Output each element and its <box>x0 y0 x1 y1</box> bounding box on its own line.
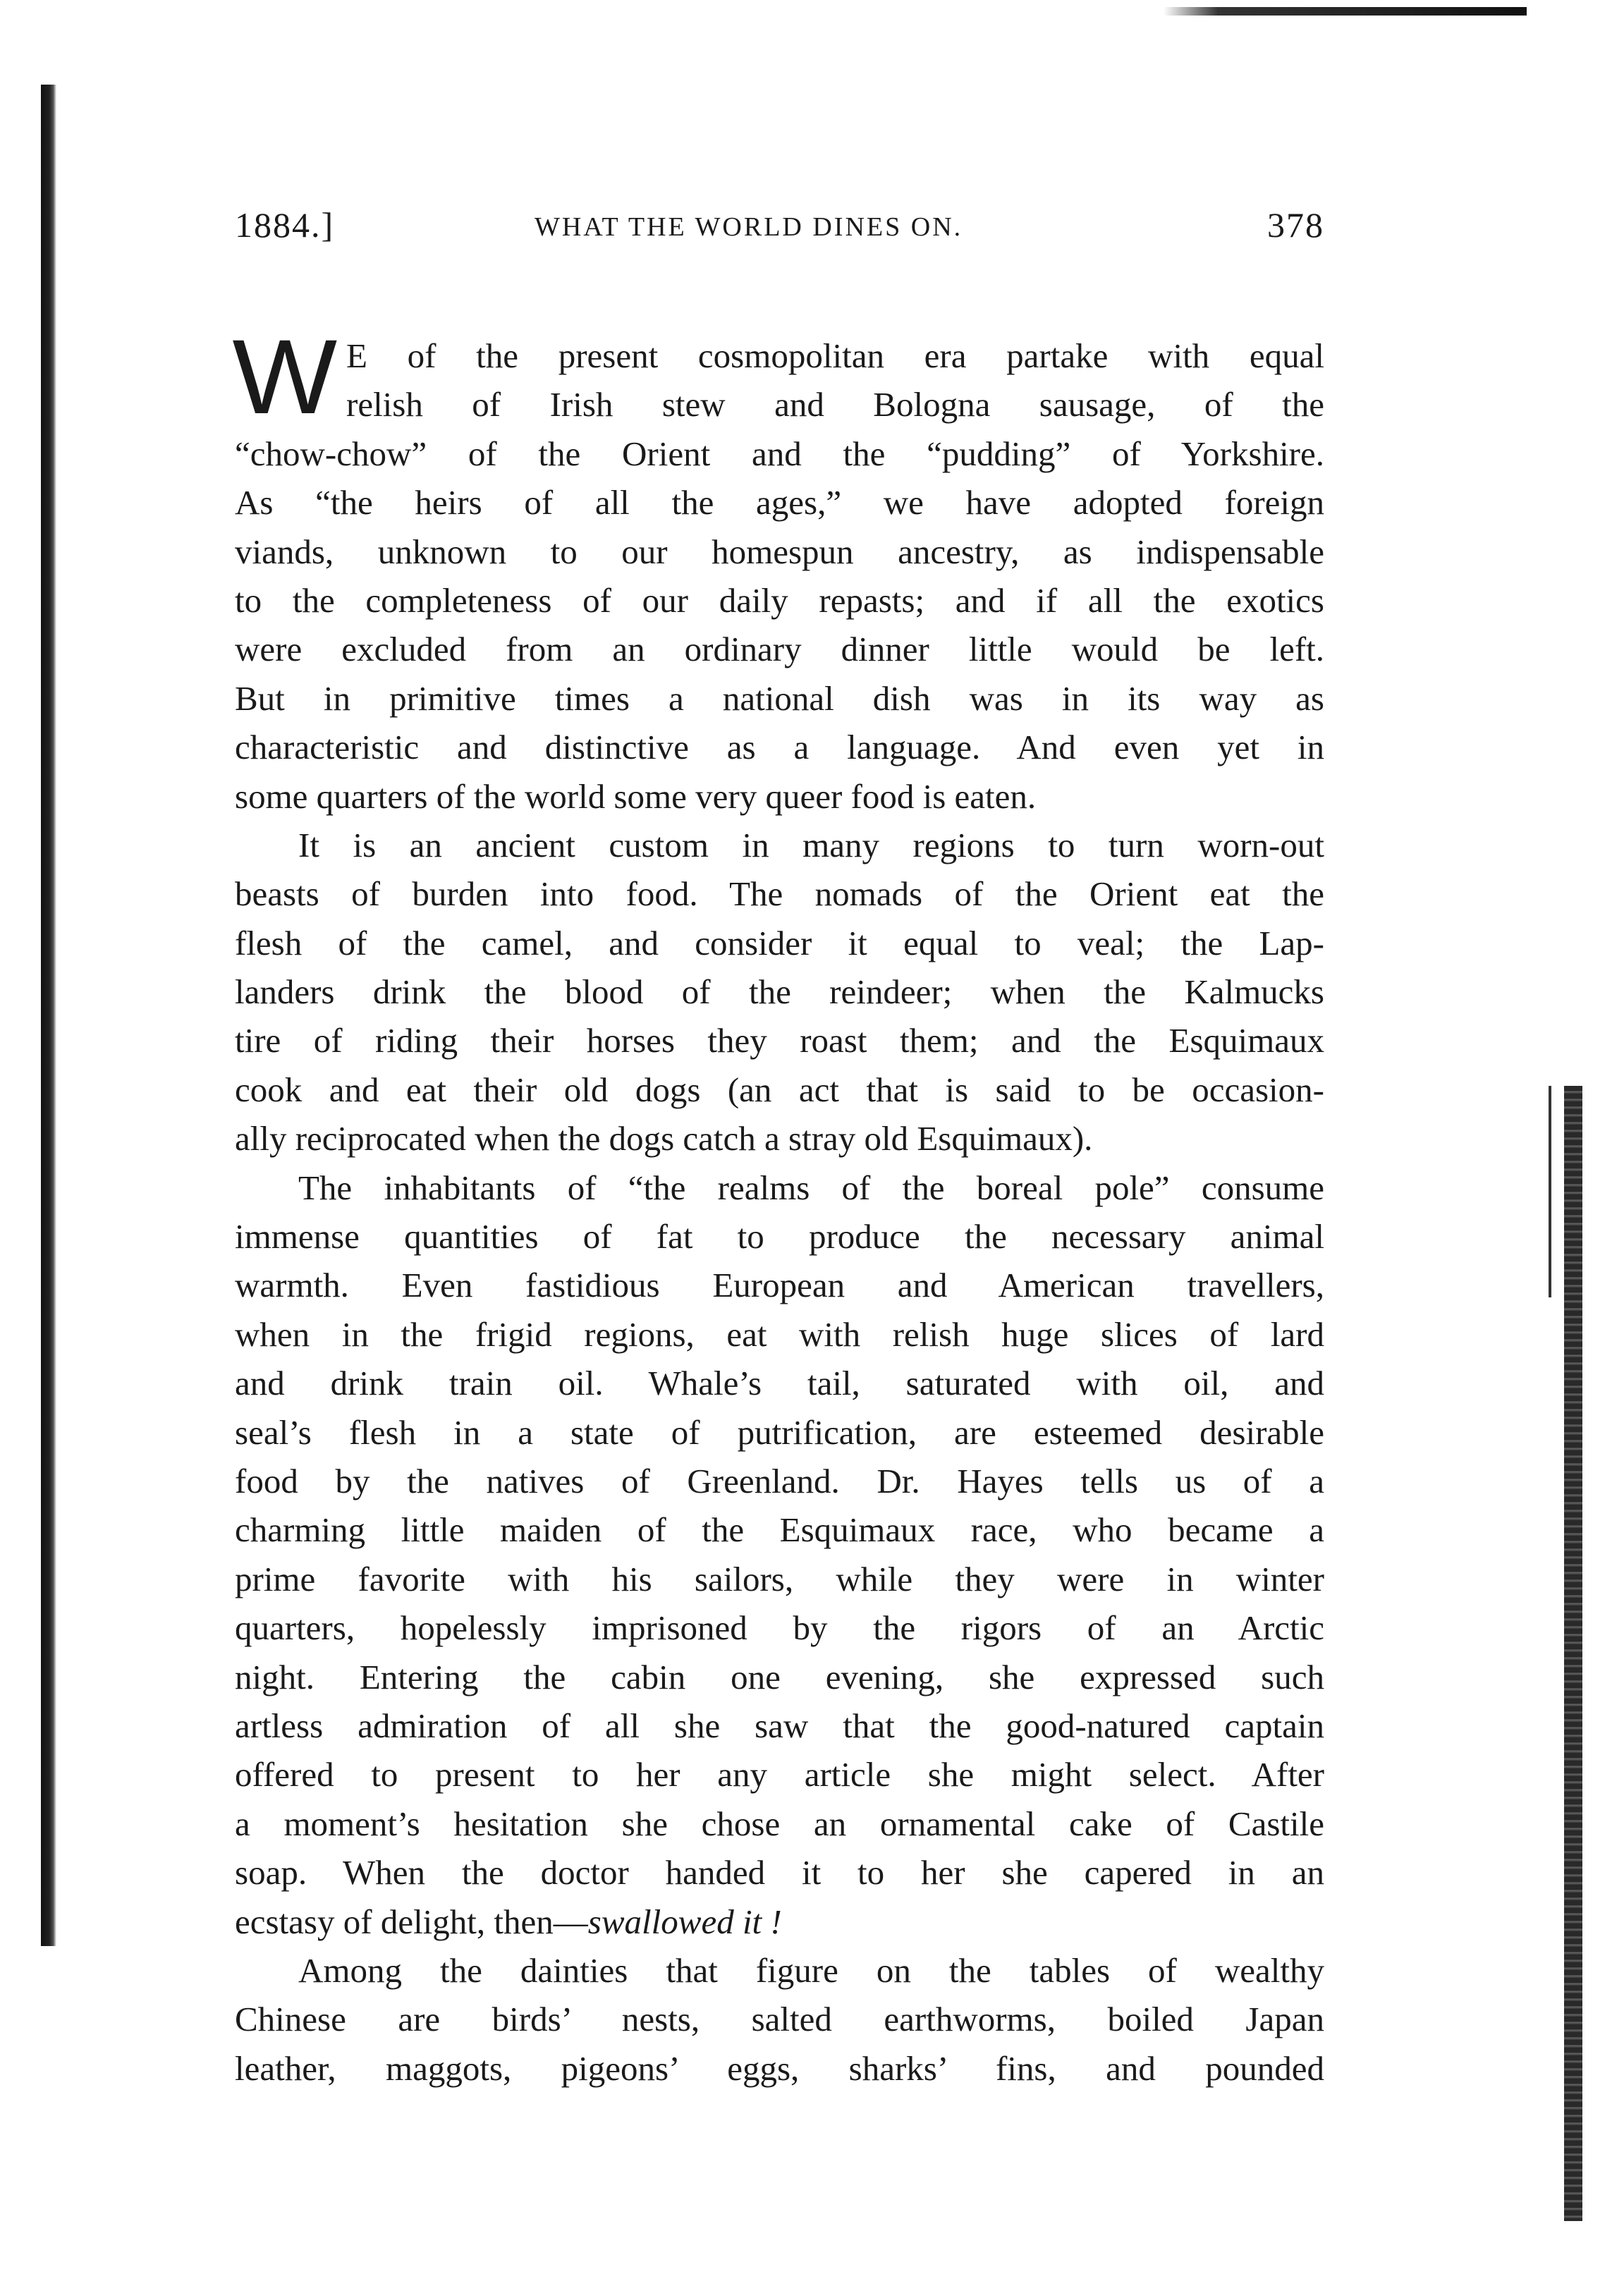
text-line: artless admiration of all she saw that the good-natured captain <box>235 1706 1324 1745</box>
text-line: relish of Irish stew and Bologna sausage, of the <box>346 385 1324 424</box>
page-number: 378 <box>1267 205 1324 245</box>
text-line: landers drink the blood of the reindeer; when the Kalmucks <box>235 972 1324 1012</box>
text-line: night. Entering the cabin one evening, she expressed such <box>235 1657 1324 1696</box>
text-line: It is an ancient custom in many regions to turn worn-out <box>298 825 1324 864</box>
text-line: E of the present cosmopolitan era partake with equal <box>346 336 1324 375</box>
paragraph-4 <box>235 1946 1324 2093</box>
text-line: tire of riding their horses they roast them; and the Esquimaux <box>235 1021 1324 1060</box>
text-line: “chow-chow” of the Orient and the “pudding” of Yorkshire. <box>235 434 1324 473</box>
text-line-start: ecstasy of delight, then— <box>235 1902 588 1941</box>
text-line: seal’s flesh in a state of putrification, are esteemed desirable <box>235 1412 1324 1452</box>
scan-binding-edge-right <box>1564 1086 1582 2221</box>
text-line-with-italic <box>235 1897 1324 1946</box>
text-line: when in the frigid regions, eat with relish huge slices of lard <box>235 1314 1324 1354</box>
paragraph-2 <box>235 821 1324 1163</box>
text-line: were excluded from an ordinary dinner little would be left. <box>235 630 1324 669</box>
text-line: ally reciprocated when the dogs catch a stray old Esquimaux). <box>235 1119 1093 1158</box>
text-line: cook and eat their old dogs (an act that is said to be occasion- <box>235 1070 1324 1109</box>
text-line: charming little maiden of the Esquimaux race, who became a <box>235 1510 1324 1550</box>
text-line: leather, maggots, pigeons’ eggs, sharks’ fins, and pounded <box>235 2048 1324 2088</box>
text-line: As “the heirs of all the ages,” we have adopted foreign <box>235 483 1324 522</box>
scan-binding-edge-left <box>41 85 56 1946</box>
paragraph-3 <box>235 1163 1324 1946</box>
text-line: immense quantities of fat to produce the necessary animal <box>235 1217 1324 1256</box>
text-line: some quarters of the world some very queer food is eaten. <box>235 776 1037 816</box>
running-head-year: 1884.] <box>235 205 335 245</box>
italic-emphasis: swallowed it ! <box>587 1902 782 1941</box>
scan-edge-right-thin <box>1549 1086 1551 1297</box>
text-line: warmth. Even fastidious European and American travellers, <box>235 1266 1324 1305</box>
running-head-title: WHAT THE WORLD DINES ON. <box>535 212 963 242</box>
text-line: The inhabitants of “the realms of the boreal pole” consume <box>298 1168 1324 1207</box>
text-line: and drink train oil. Whale’s tail, saturated with oil, and <box>235 1364 1324 1403</box>
article-body <box>232 317 1324 2093</box>
drop-cap: W <box>232 317 338 436</box>
text-line: a moment’s hesitation she chose an ornamental cake of Castile <box>235 1804 1324 1843</box>
text-line: soap. When the doctor handed it to her she capered in an <box>235 1853 1324 1892</box>
text-line: to the completeness of our daily repasts; and if all the exotics <box>235 580 1324 620</box>
text-line: flesh of the camel, and consider it equal to veal; the Lap- <box>235 923 1324 962</box>
text-line: quarters, hopelessly imprisoned by the rigors of an Arctic <box>235 1608 1324 1648</box>
text-line: food by the natives of Greenland. Dr. Hayes tells us of a <box>235 1461 1324 1500</box>
scan-edge-top <box>1164 7 1527 16</box>
text-line: viands, unknown to our homespun ancestry, as indispensable <box>235 532 1324 571</box>
paragraph-1 <box>232 317 1324 821</box>
text-line: Chinese are birds’ nests, salted earthworms, boiled Japan <box>235 2000 1324 2039</box>
text-line: prime favorite with his sailors, while they were in winter <box>235 1559 1324 1598</box>
text-line: But in primitive times a national dish was in its way as <box>235 678 1324 718</box>
text-line: beasts of burden into food. The nomads of the Orient eat the <box>235 874 1324 914</box>
running-head <box>235 204 1324 254</box>
text-line: Among the dainties that figure on the tables of wealthy <box>298 1950 1324 1990</box>
text-line: offered to present to her any article she might select. After <box>235 1755 1324 1794</box>
text-line: characteristic and distinctive as a language. And even yet in <box>235 728 1324 767</box>
